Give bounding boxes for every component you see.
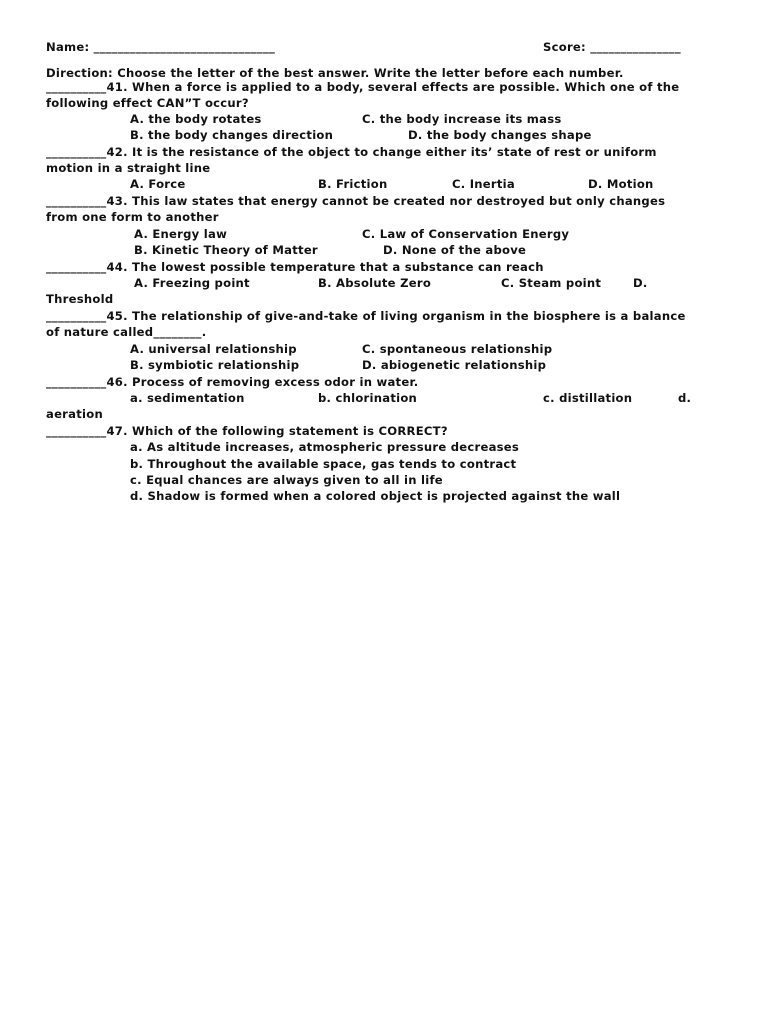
q46-choice-d: d.	[678, 391, 692, 405]
question-45-line1: __________45. The relationship of give-and-take of living organism in the biosphere is a balance	[46, 309, 686, 323]
question-42-line1: __________42. It is the resistance of the object to change either its’ state of rest or uniform	[46, 145, 657, 159]
question-42-line2: motion in a straight line	[46, 161, 211, 175]
q41-choice-c: C. the body increase its mass	[362, 112, 562, 126]
question-43-line1: __________43. This law states that energy cannot be created nor destroyed but only changes	[46, 194, 666, 208]
question-46-line1: __________46. Process of removing excess odor in water.	[46, 375, 419, 389]
q43-choice-d: D. None of the above	[383, 243, 527, 257]
q42-choice-c: C. Inertia	[452, 177, 515, 191]
q45-choice-b: B. symbiotic relationship	[130, 358, 300, 372]
question-45-line2: of nature called________.	[46, 325, 207, 339]
q47-choice-d: d. Shadow is formed when a colored object is projected against the wall	[130, 489, 621, 503]
q43-choice-b: B. Kinetic Theory of Matter	[134, 243, 318, 257]
question-43-line2: from one form to another	[46, 210, 219, 224]
q41-choice-a: A. the body rotates	[130, 112, 262, 126]
q44-choice-d: D.	[633, 276, 648, 290]
score-field: Score: _______________	[543, 40, 681, 54]
q42-choice-d: D. Motion	[588, 177, 654, 191]
q46-choice-d-continued: aeration	[46, 407, 103, 421]
q42-choice-a: A. Force	[130, 177, 186, 191]
q45-choice-a: A. universal relationship	[130, 342, 297, 356]
q44-choice-d-continued: Threshold	[46, 292, 114, 306]
q44-choice-c: C. Steam point	[501, 276, 602, 290]
q46-choice-a: a. sedimentation	[130, 391, 245, 405]
q46-choice-c: c. distillation	[543, 391, 633, 405]
q47-choice-b: b. Throughout the available space, gas tends to contract	[130, 457, 517, 471]
q41-choice-d: D. the body changes shape	[408, 128, 592, 142]
q44-choice-b: B. Absolute Zero	[318, 276, 432, 290]
question-47-line1: __________47. Which of the following statement is CORRECT?	[46, 424, 448, 438]
question-41-line1: __________41. When a force is applied to a body, several effects are possible. Which one of the	[46, 80, 680, 94]
q47-choice-c: c. Equal chances are always given to all in life	[130, 473, 443, 487]
q43-choice-c: C. Law of Conservation Energy	[362, 227, 570, 241]
q45-choice-c: C. spontaneous relationship	[362, 342, 553, 356]
q42-choice-b: B. Friction	[318, 177, 388, 191]
direction-text: Direction: Choose the letter of the best answer. Write the letter before each number.	[46, 66, 624, 80]
name-field: Name: ______________________________	[46, 40, 276, 54]
q47-choice-a: a. As altitude increases, atmospheric pressure decreases	[130, 440, 520, 454]
q44-choice-a: A. Freezing point	[134, 276, 250, 290]
question-44-line1: __________44. The lowest possible temperature that a substance can reach	[46, 260, 544, 274]
q43-choice-a: A. Energy law	[134, 227, 228, 241]
q45-choice-d: D. abiogenetic relationship	[362, 358, 547, 372]
question-41-line2: following effect CAN”T occur?	[46, 96, 249, 110]
q46-choice-b: b. chlorination	[318, 391, 418, 405]
q41-choice-b: B. the body changes direction	[130, 128, 334, 142]
